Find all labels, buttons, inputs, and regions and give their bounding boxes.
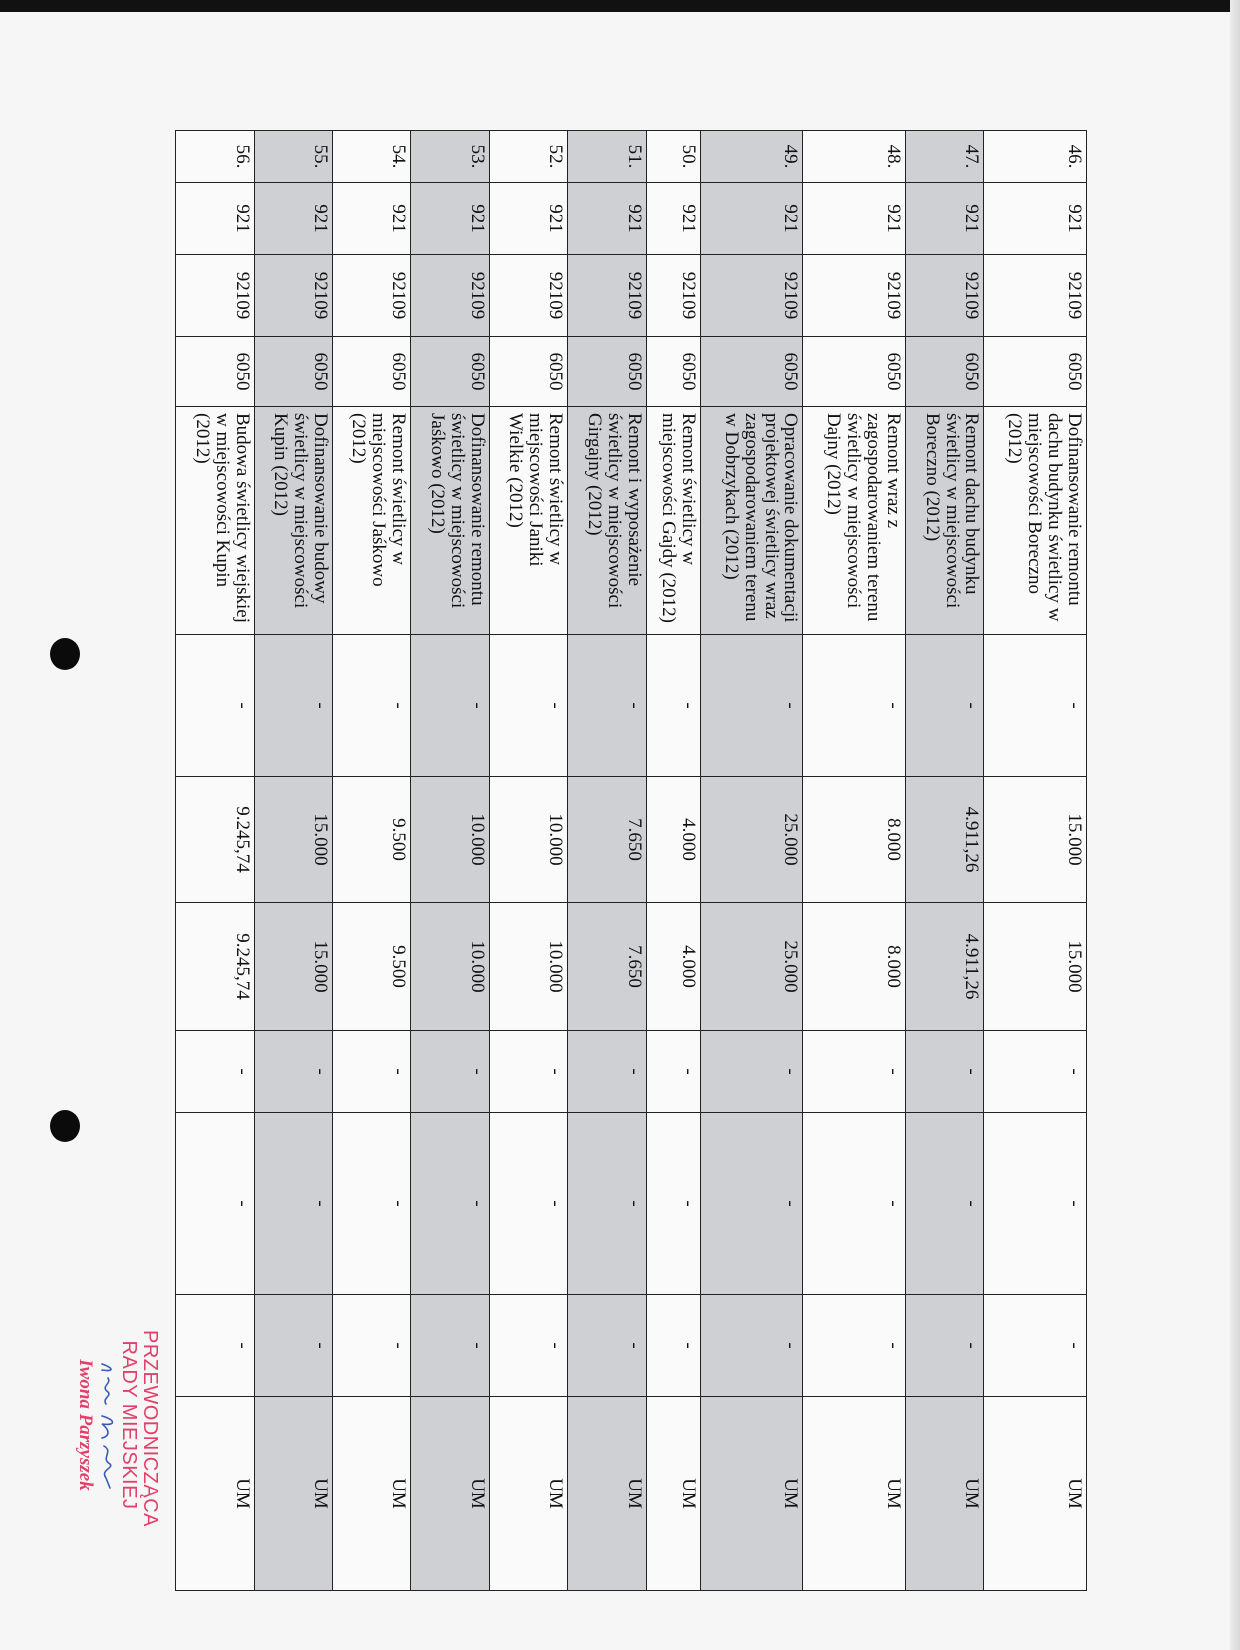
amount-cell-6: -: [411, 1295, 489, 1397]
table-row: [254, 131, 332, 1591]
task-description: Remont wraz z zagospodarowaniem terenu świetlicy w miejscowości Dajny (2012): [803, 407, 906, 635]
task-description: Remont świetlicy w miejscowości Janiki Wielkie (2012): [489, 407, 567, 635]
investment-table: [175, 130, 1087, 1591]
handwritten-signature: [96, 1350, 118, 1500]
amount-cell-5: -: [700, 1113, 803, 1295]
dzial-code: 921: [411, 183, 489, 255]
executing-unit: UM: [489, 1397, 567, 1591]
amount-cell-4: -: [646, 1031, 700, 1113]
amount-cell-3: 8.000: [803, 903, 906, 1031]
amount-cell-1: -: [411, 635, 489, 777]
amount-cell-6: -: [568, 1295, 646, 1397]
dzial-code: 921: [489, 183, 567, 255]
amount-cell-6: -: [984, 1295, 1087, 1397]
amount-cell-4: -: [176, 1031, 255, 1113]
table-row: [803, 131, 906, 1591]
amount-cell-1: -: [332, 635, 410, 777]
row-number: 54.: [332, 131, 410, 183]
amount-cell-1: -: [700, 635, 803, 777]
amount-cell-5: -: [906, 1113, 984, 1295]
paragraf-code: 6050: [646, 337, 700, 407]
amount-cell-2: 8.000: [803, 777, 906, 903]
rozdzial-code: 92109: [254, 255, 332, 337]
amount-cell-1: -: [803, 635, 906, 777]
amount-cell-3: 9.245,74: [176, 903, 255, 1031]
amount-cell-4: -: [254, 1031, 332, 1113]
amount-cell-2: 9.500: [332, 777, 410, 903]
amount-cell-1: -: [489, 635, 567, 777]
task-description: Remont i wyposażenie świetlicy w miejscowości Girgajny (2012): [568, 407, 646, 635]
paragraf-code: 6050: [984, 337, 1087, 407]
amount-cell-4: -: [984, 1031, 1087, 1113]
amount-cell-6: -: [176, 1295, 255, 1397]
table-row: [906, 131, 984, 1591]
row-number: 48.: [803, 131, 906, 183]
amount-cell-4: -: [803, 1031, 906, 1113]
amount-cell-3: 4.000: [646, 903, 700, 1031]
amount-cell-2: 10.000: [411, 777, 489, 903]
scan-right-edge: [1230, 0, 1240, 1650]
rozdzial-code: 92109: [906, 255, 984, 337]
amount-cell-3: 15.000: [254, 903, 332, 1031]
amount-cell-6: -: [906, 1295, 984, 1397]
paragraf-code: 6050: [411, 337, 489, 407]
dzial-code: 921: [332, 183, 410, 255]
table-row: [700, 131, 803, 1591]
amount-cell-2: 7.650: [568, 777, 646, 903]
dzial-code: 921: [700, 183, 803, 255]
rozdzial-code: 92109: [176, 255, 255, 337]
executing-unit: UM: [411, 1397, 489, 1591]
executing-unit: UM: [906, 1397, 984, 1591]
table-row: [646, 131, 700, 1591]
amount-cell-5: -: [176, 1113, 255, 1295]
table-body: [176, 131, 1087, 1591]
task-description: Dofinansowanie budowy świetlicy w miejscowości Kupin (2012): [254, 407, 332, 635]
amount-cell-1: -: [984, 635, 1087, 777]
rozdzial-code: 92109: [568, 255, 646, 337]
task-description: Dofinansowanie remontu świetlicy w miejscowości Jaśkowo (2012): [411, 407, 489, 635]
amount-cell-5: -: [411, 1113, 489, 1295]
task-description: Opracowanie dokumentacji projektowej świetlicy wraz zagospodarowaniem terenu w Dobrzykach (2012): [700, 407, 803, 635]
table-row: [984, 131, 1087, 1591]
stamp-name: Iwona Parzyszek: [75, 1359, 96, 1491]
amount-cell-5: -: [646, 1113, 700, 1295]
row-number: 56.: [176, 131, 255, 183]
dzial-code: 921: [906, 183, 984, 255]
amount-cell-6: -: [646, 1295, 700, 1397]
dzial-code: 921: [646, 183, 700, 255]
rozdzial-code: 92109: [803, 255, 906, 337]
amount-cell-4: -: [489, 1031, 567, 1113]
task-description: Dofinansowanie remontu dachu budynku świetlicy w miejscowości Boreczno (2012): [984, 407, 1087, 635]
amount-cell-1: -: [646, 635, 700, 777]
executing-unit: UM: [646, 1397, 700, 1591]
amount-cell-1: -: [254, 635, 332, 777]
punch-hole: [50, 1110, 80, 1142]
row-number: 49.: [700, 131, 803, 183]
amount-cell-4: -: [906, 1031, 984, 1113]
amount-cell-6: -: [332, 1295, 410, 1397]
amount-cell-1: -: [176, 635, 255, 777]
dzial-code: 921: [984, 183, 1087, 255]
paragraf-code: 6050: [700, 337, 803, 407]
scan-top-border: [0, 0, 1240, 12]
task-description: Remont dachu budynku świetlicy w miejscowości Boreczno (2012): [906, 407, 984, 635]
task-description: Budowa świetlicy wiejskiej w miejscowości Kupin (2012): [176, 407, 255, 635]
amount-cell-6: -: [803, 1295, 906, 1397]
amount-cell-6: -: [254, 1295, 332, 1397]
dzial-code: 921: [803, 183, 906, 255]
amount-cell-3: 4.911,26: [906, 903, 984, 1031]
amount-cell-2: 9.245,74: [176, 777, 255, 903]
paragraf-code: 6050: [332, 337, 410, 407]
amount-cell-5: -: [254, 1113, 332, 1295]
paragraf-code: 6050: [906, 337, 984, 407]
amount-cell-3: 10.000: [411, 903, 489, 1031]
amount-cell-3: 25.000: [700, 903, 803, 1031]
dzial-code: 921: [568, 183, 646, 255]
executing-unit: UM: [984, 1397, 1087, 1591]
rozdzial-code: 92109: [489, 255, 567, 337]
row-number: 50.: [646, 131, 700, 183]
executing-unit: UM: [176, 1397, 255, 1591]
executing-unit: UM: [254, 1397, 332, 1591]
amount-cell-2: 25.000: [700, 777, 803, 903]
amount-cell-2: 4.911,26: [906, 777, 984, 903]
amount-cell-3: 9.500: [332, 903, 410, 1031]
amount-cell-1: -: [568, 635, 646, 777]
punch-hole: [50, 638, 80, 670]
dzial-code: 921: [176, 183, 255, 255]
executing-unit: UM: [803, 1397, 906, 1591]
paragraf-code: 6050: [803, 337, 906, 407]
row-number: 52.: [489, 131, 567, 183]
amount-cell-2: 15.000: [254, 777, 332, 903]
amount-cell-3: 15.000: [984, 903, 1087, 1031]
paragraf-code: 6050: [254, 337, 332, 407]
amount-cell-2: 15.000: [984, 777, 1087, 903]
rozdzial-code: 92109: [411, 255, 489, 337]
paragraf-code: 6050: [176, 337, 255, 407]
rozdzial-code: 92109: [984, 255, 1087, 337]
row-number: 53.: [411, 131, 489, 183]
row-number: 46.: [984, 131, 1087, 183]
amount-cell-6: -: [489, 1295, 567, 1397]
table-row: [568, 131, 646, 1591]
rozdzial-code: 92109: [646, 255, 700, 337]
amount-cell-3: 10.000: [489, 903, 567, 1031]
amount-cell-4: -: [568, 1031, 646, 1113]
amount-cell-4: -: [700, 1031, 803, 1113]
amount-cell-1: -: [906, 635, 984, 777]
row-number: 51.: [568, 131, 646, 183]
stamp-subtitle: RADY MIEJSKIEJ: [118, 1340, 140, 1510]
amount-cell-2: 10.000: [489, 777, 567, 903]
amount-cell-6: -: [700, 1295, 803, 1397]
executing-unit: UM: [332, 1397, 410, 1591]
executing-unit: UM: [568, 1397, 646, 1591]
amount-cell-2: 4.000: [646, 777, 700, 903]
table-row: [176, 131, 255, 1591]
amount-cell-3: 7.650: [568, 903, 646, 1031]
amount-cell-4: -: [411, 1031, 489, 1113]
task-description: Remont świetlicy w miejscowości Gajdy (2012): [646, 407, 700, 635]
amount-cell-5: -: [489, 1113, 567, 1295]
amount-cell-5: -: [568, 1113, 646, 1295]
rotated-table-wrapper: [175, 130, 1087, 1590]
stamp-title: PRZEWODNICZĄCA: [139, 1330, 161, 1527]
paragraf-code: 6050: [568, 337, 646, 407]
rozdzial-code: 92109: [332, 255, 410, 337]
rozdzial-code: 92109: [700, 255, 803, 337]
row-number: 55.: [254, 131, 332, 183]
table-row: [489, 131, 567, 1591]
amount-cell-5: -: [984, 1113, 1087, 1295]
amount-cell-5: -: [803, 1113, 906, 1295]
dzial-code: 921: [254, 183, 332, 255]
amount-cell-4: -: [332, 1031, 410, 1113]
task-description: Remont świetlicy w miejscowości Jaśkowo (2012): [332, 407, 410, 635]
table-row: [332, 131, 410, 1591]
paragraf-code: 6050: [489, 337, 567, 407]
table-row: [411, 131, 489, 1591]
executing-unit: UM: [700, 1397, 803, 1591]
row-number: 47.: [906, 131, 984, 183]
official-stamp: [70, 1330, 161, 1527]
amount-cell-5: -: [332, 1113, 410, 1295]
